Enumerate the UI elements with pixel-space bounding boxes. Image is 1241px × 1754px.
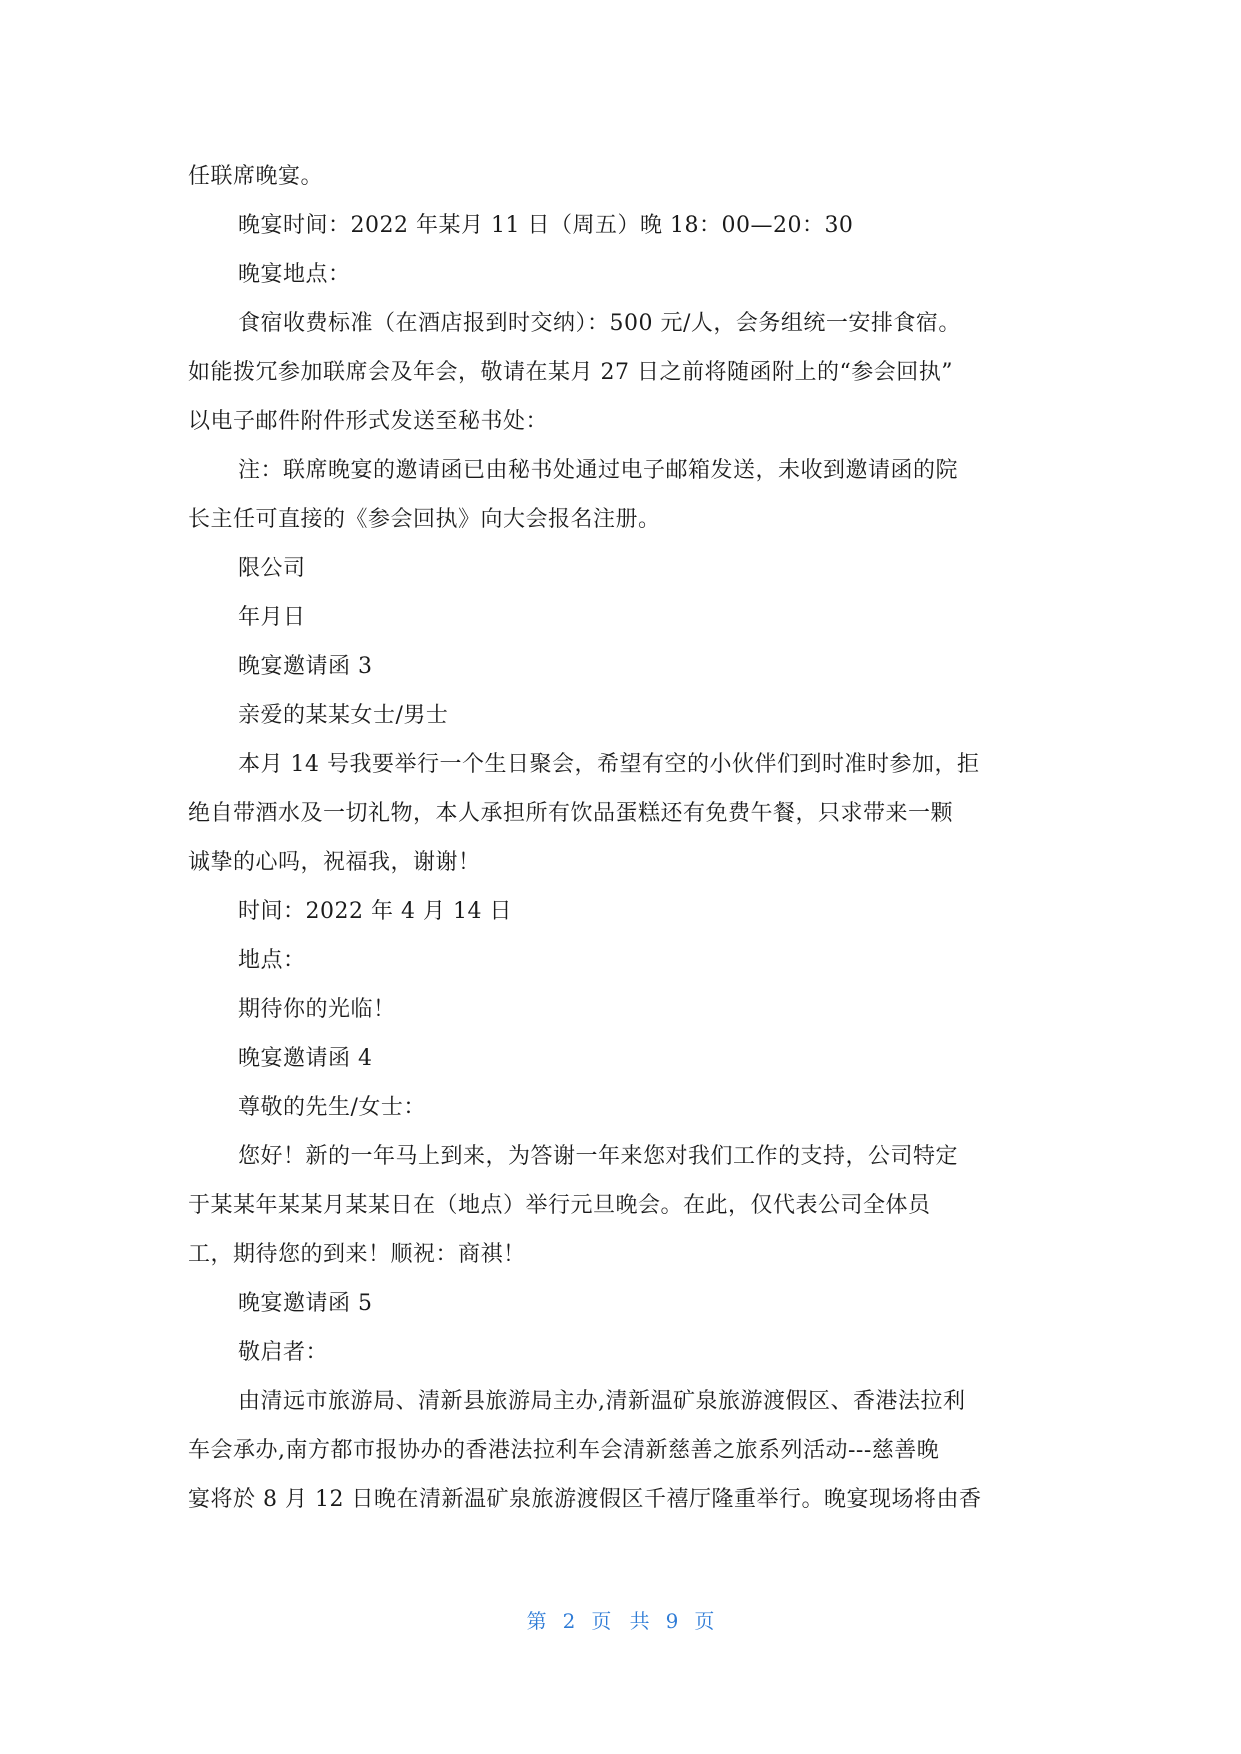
text-line: 期待你的光临！ bbox=[238, 997, 396, 1022]
text-line: 以电子邮件附件形式发送至秘书处： bbox=[188, 409, 549, 434]
text-line: 本月 14 号我要举行一个生日聚会，希望有空的小伙伴们到时准时参加，拒 bbox=[238, 752, 980, 777]
text-line: 工，期待您的到来！顺祝：商祺！ bbox=[188, 1242, 526, 1267]
text-line: 年月日 bbox=[238, 605, 306, 630]
footer-total-pages: 9 bbox=[665, 1609, 679, 1633]
text-line: 由清远市旅游局、清新县旅游局主办,清新温矿泉旅游渡假区、香港法拉利 bbox=[238, 1389, 966, 1414]
text-line: 诚挚的心吗，祝福我，谢谢！ bbox=[188, 850, 481, 875]
text-line: 您好！新的一年马上到来，为答谢一年来您对我们工作的支持，公司特定 bbox=[238, 1144, 959, 1169]
text-line: 敬启者： bbox=[238, 1340, 329, 1365]
footer-label-page: 第 bbox=[526, 1609, 547, 1633]
text-line: 如能拨冗参加联席会及年会，敬请在某月 27 日之前将随函附上的“参会回执” bbox=[188, 360, 953, 385]
text-line: 尊敬的先生/女士： bbox=[238, 1095, 426, 1120]
footer-label-of: 页 共 bbox=[591, 1609, 650, 1633]
page-footer bbox=[0, 1605, 1241, 1634]
document-body bbox=[188, 152, 1056, 1524]
text-line: 晚宴邀请函 5 bbox=[238, 1291, 373, 1316]
text-line: 时间：2022 年 4 月 14 日 bbox=[238, 899, 512, 924]
text-line: 晚宴时间：2022 年某月 11 日（周五）晚 18：00—20：30 bbox=[238, 213, 854, 238]
text-line: 限公司 bbox=[238, 556, 306, 581]
text-line: 地点： bbox=[238, 948, 306, 973]
text-line: 食宿收费标准（在酒店报到时交纳）：500 元/人，会务组统一安排食宿。 bbox=[238, 311, 961, 336]
text-line: 长主任可直接的《参会回执》向大会报名注册。 bbox=[188, 507, 661, 532]
footer-label-end: 页 bbox=[694, 1609, 715, 1633]
text-line: 任联席晚宴。 bbox=[188, 164, 324, 189]
text-line: 注：联席晚宴的邀请函已由秘书处通过电子邮箱发送，未收到邀请函的院 bbox=[238, 458, 959, 483]
text-line: 晚宴地点： bbox=[238, 262, 351, 287]
text-line: 亲爱的某某女士/男士 bbox=[238, 703, 449, 728]
text-line: 宴将於 8 月 12 日晚在清新温矿泉旅游渡假区千禧厅隆重举行。晚宴现场将由香 bbox=[188, 1487, 982, 1512]
footer-current-page: 2 bbox=[562, 1609, 576, 1633]
text-line: 晚宴邀请函 4 bbox=[238, 1046, 373, 1071]
text-line: 绝自带酒水及一切礼物，本人承担所有饮品蛋糕还有免费午餐，只求带来一颗 bbox=[188, 801, 954, 826]
text-line: 晚宴邀请函 3 bbox=[238, 654, 373, 679]
text-line: 车会承办,南方都市报协办的香港法拉利车会清新慈善之旅系列活动---慈善晚 bbox=[188, 1438, 940, 1463]
text-line: 于某某年某某月某某日在（地点）举行元旦晚会。在此，仅代表公司全体员 bbox=[188, 1193, 931, 1218]
